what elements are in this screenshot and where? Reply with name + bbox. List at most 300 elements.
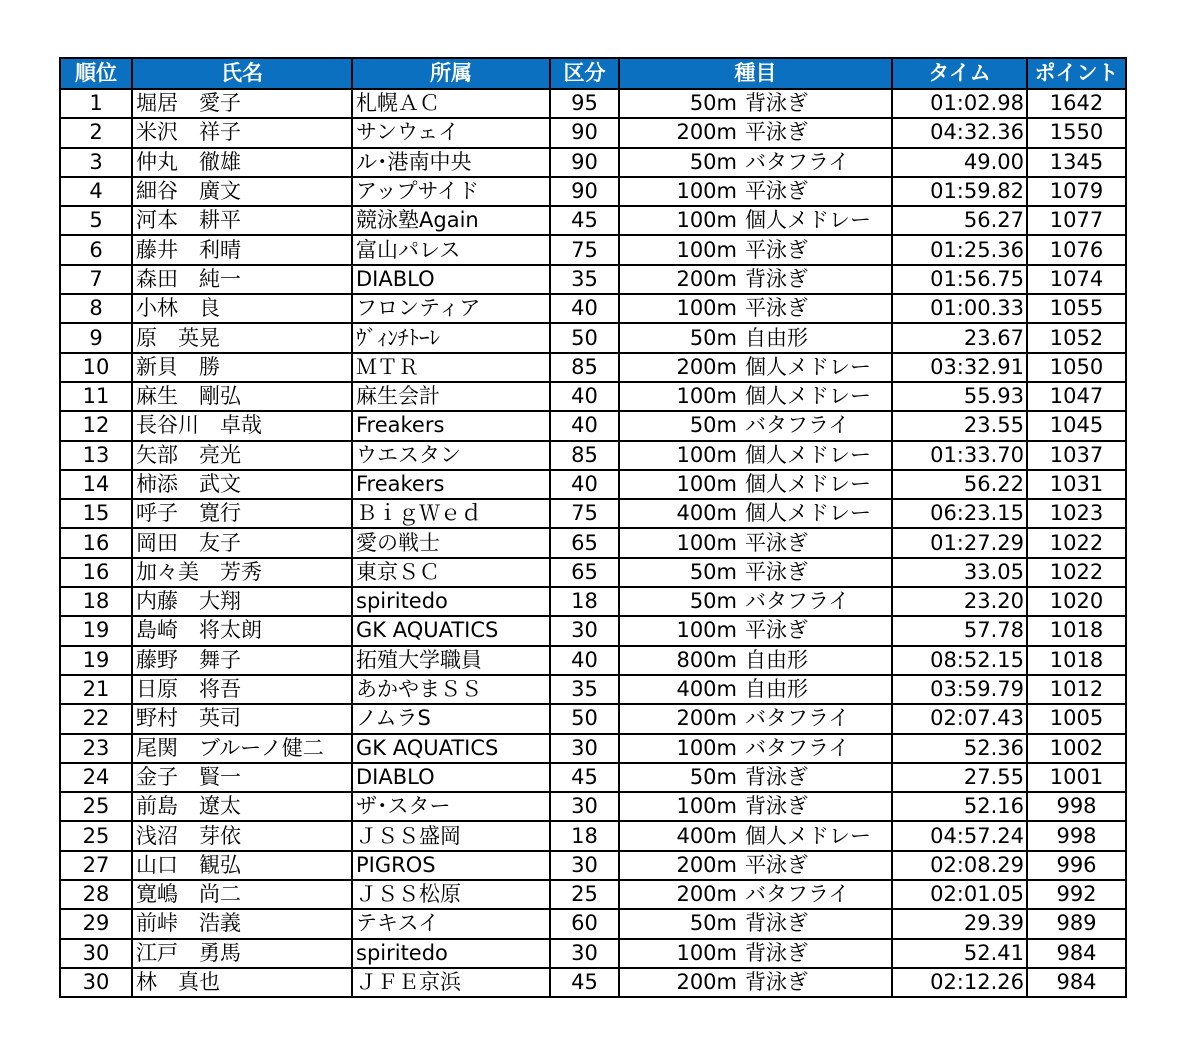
name-cell: 米沢 祥子 [132, 118, 352, 147]
team-cell: DIABLO [352, 763, 550, 792]
name-cell: 原 英晃 [132, 323, 352, 352]
event-stroke: 背泳ぎ [745, 266, 808, 291]
header-event: 種目 [619, 58, 892, 89]
event-cell [619, 968, 892, 997]
team-cell: あかやまＳＳ [352, 675, 550, 704]
table-row [60, 734, 1126, 763]
rank-cell: 30 [60, 968, 132, 997]
event-cell [619, 763, 892, 792]
event-cell [619, 646, 892, 675]
points-cell: 1005 [1027, 704, 1126, 733]
table-row [60, 763, 1126, 792]
event-distance: 50m [689, 559, 737, 584]
event-cell [619, 821, 892, 850]
points-cell: 1079 [1027, 177, 1126, 206]
category-cell: 25 [550, 880, 619, 909]
table-row [60, 528, 1126, 557]
event-cell [619, 89, 892, 118]
category-cell: 85 [550, 441, 619, 470]
points-cell: 1018 [1027, 616, 1126, 645]
table-row [60, 411, 1126, 440]
time-cell: 02:12.26 [892, 968, 1027, 997]
rank-cell: 21 [60, 675, 132, 704]
event-distance: 200m [676, 970, 737, 995]
event-cell [619, 909, 892, 938]
event-stroke: 自由形 [745, 677, 808, 702]
event-stroke: バタフライ [745, 589, 850, 614]
event-cell [619, 470, 892, 499]
event-distance: 200m [676, 882, 737, 907]
rank-cell: 18 [60, 587, 132, 616]
time-cell: 04:32.36 [892, 118, 1027, 147]
team-cell: ノムラS [352, 704, 550, 733]
name-cell: 前島 遼太 [132, 792, 352, 821]
category-cell: 40 [550, 470, 619, 499]
points-cell: 992 [1027, 880, 1126, 909]
name-cell: 江戸 勇馬 [132, 939, 352, 968]
category-cell: 60 [550, 909, 619, 938]
event-stroke: 個人メドレー [745, 354, 871, 379]
rank-cell: 19 [60, 646, 132, 675]
points-cell: 989 [1027, 909, 1126, 938]
category-cell: 30 [550, 792, 619, 821]
event-stroke: 自由形 [745, 325, 808, 350]
name-cell: 麻生 剛弘 [132, 382, 352, 411]
time-cell: 01:27.29 [892, 528, 1027, 557]
event-stroke: 背泳ぎ [745, 764, 808, 789]
event-distance: 100m [676, 179, 737, 204]
table-row [60, 851, 1126, 880]
event-cell [619, 411, 892, 440]
rank-cell: 30 [60, 939, 132, 968]
event-cell [619, 675, 892, 704]
event-distance: 100m [676, 618, 737, 643]
team-cell: 拓殖大学職員 [352, 646, 550, 675]
category-cell: 45 [550, 206, 619, 235]
time-cell: 29.39 [892, 909, 1027, 938]
header-points: ポイント [1027, 58, 1126, 89]
name-cell: 河本 耕平 [132, 206, 352, 235]
table-row [60, 382, 1126, 411]
name-cell: 新貝 勝 [132, 353, 352, 382]
event-stroke: 個人メドレー [745, 442, 871, 467]
table-row [60, 206, 1126, 235]
points-cell: 1550 [1027, 118, 1126, 147]
table-row [60, 148, 1126, 177]
time-cell: 27.55 [892, 763, 1027, 792]
rank-cell: 3 [60, 148, 132, 177]
team-cell: ＪＳＳ松原 [352, 880, 550, 909]
points-cell: 1023 [1027, 499, 1126, 528]
event-cell [619, 587, 892, 616]
event-distance: 100m [676, 237, 737, 262]
event-stroke: 背泳ぎ [745, 794, 808, 819]
category-cell: 30 [550, 851, 619, 880]
event-cell [619, 206, 892, 235]
name-cell: 野村 英司 [132, 704, 352, 733]
team-cell: アップサイド [352, 177, 550, 206]
rank-cell: 8 [60, 294, 132, 323]
name-cell: 呼子 寛行 [132, 499, 352, 528]
table-row [60, 616, 1126, 645]
event-stroke: 背泳ぎ [745, 970, 808, 995]
table-row [60, 675, 1126, 704]
name-cell: 柿添 武文 [132, 470, 352, 499]
event-distance: 400m [676, 677, 737, 702]
name-cell: 浅沼 芽依 [132, 821, 352, 850]
name-cell: 山口 観弘 [132, 851, 352, 880]
name-cell: 内藤 大翔 [132, 587, 352, 616]
event-stroke: 平泳ぎ [745, 559, 808, 584]
category-cell: 45 [550, 763, 619, 792]
event-cell [619, 294, 892, 323]
event-stroke: 平泳ぎ [745, 296, 808, 321]
time-cell: 52.16 [892, 792, 1027, 821]
rank-cell: 16 [60, 558, 132, 587]
name-cell: 前峠 浩義 [132, 909, 352, 938]
name-cell: 林 真也 [132, 968, 352, 997]
event-stroke: 自由形 [745, 647, 808, 672]
ranking-table [59, 57, 1127, 998]
header-time: タイム [892, 58, 1027, 89]
category-cell: 95 [550, 89, 619, 118]
team-cell: 麻生会計 [352, 382, 550, 411]
category-cell: 75 [550, 499, 619, 528]
time-cell: 56.27 [892, 206, 1027, 235]
event-cell [619, 148, 892, 177]
rank-cell: 24 [60, 763, 132, 792]
name-cell: 小林 良 [132, 294, 352, 323]
category-cell: 35 [550, 675, 619, 704]
points-cell: 1642 [1027, 89, 1126, 118]
event-distance: 50m [689, 91, 737, 116]
header-rank: 順位 [60, 58, 132, 89]
event-stroke: 個人メドレー [745, 208, 871, 233]
event-stroke: バタフライ [745, 149, 850, 174]
points-cell: 996 [1027, 851, 1126, 880]
team-cell: Freakers [352, 470, 550, 499]
event-distance: 50m [689, 325, 737, 350]
table-row [60, 821, 1126, 850]
event-distance: 100m [676, 735, 737, 760]
rank-cell: 11 [60, 382, 132, 411]
name-cell: 堀居 愛子 [132, 89, 352, 118]
category-cell: 90 [550, 118, 619, 147]
category-cell: 65 [550, 528, 619, 557]
time-cell: 23.67 [892, 323, 1027, 352]
team-cell: 愛の戦士 [352, 528, 550, 557]
points-cell: 1018 [1027, 646, 1126, 675]
points-cell: 1020 [1027, 587, 1126, 616]
table-row [60, 470, 1126, 499]
name-cell: 細谷 廣文 [132, 177, 352, 206]
name-cell: 寛嶋 尚二 [132, 880, 352, 909]
points-cell: 1345 [1027, 148, 1126, 177]
rank-cell: 5 [60, 206, 132, 235]
rank-cell: 23 [60, 734, 132, 763]
table-row [60, 353, 1126, 382]
event-cell [619, 616, 892, 645]
rank-cell: 15 [60, 499, 132, 528]
table-row [60, 646, 1126, 675]
event-cell [619, 528, 892, 557]
event-cell [619, 323, 892, 352]
category-cell: 75 [550, 235, 619, 264]
table-row [60, 909, 1126, 938]
points-cell: 1052 [1027, 323, 1126, 352]
table-row [60, 441, 1126, 470]
points-cell: 1022 [1027, 528, 1126, 557]
category-cell: 30 [550, 616, 619, 645]
event-distance: 100m [676, 530, 737, 555]
name-cell: 仲丸 徹雄 [132, 148, 352, 177]
event-stroke: バタフライ [745, 882, 850, 907]
rank-cell: 16 [60, 528, 132, 557]
time-cell: 01:00.33 [892, 294, 1027, 323]
rank-cell: 27 [60, 851, 132, 880]
time-cell: 03:59.79 [892, 675, 1027, 704]
category-cell: 18 [550, 587, 619, 616]
category-cell: 30 [550, 939, 619, 968]
event-distance: 100m [676, 794, 737, 819]
rank-cell: 2 [60, 118, 132, 147]
time-cell: 02:07.43 [892, 704, 1027, 733]
team-cell: GK AQUATICS [352, 734, 550, 763]
event-stroke: 平泳ぎ [745, 120, 808, 145]
name-cell: 藤野 舞子 [132, 646, 352, 675]
event-distance: 50m [689, 911, 737, 936]
team-cell: 札幌ＡＣ [352, 89, 550, 118]
team-cell: ＪＦＥ京浜 [352, 968, 550, 997]
table-row [60, 118, 1126, 147]
time-cell: 02:08.29 [892, 851, 1027, 880]
event-cell [619, 939, 892, 968]
event-distance: 50m [689, 413, 737, 438]
team-cell: ザ･スター [352, 792, 550, 821]
name-cell: 藤井 利晴 [132, 235, 352, 264]
table-row [60, 704, 1126, 733]
rank-cell: 6 [60, 235, 132, 264]
event-distance: 100m [676, 296, 737, 321]
points-cell: 1037 [1027, 441, 1126, 470]
category-cell: 50 [550, 704, 619, 733]
header-name: 氏名 [132, 58, 352, 89]
table-row [60, 968, 1126, 997]
time-cell: 52.41 [892, 939, 1027, 968]
team-cell: DIABLO [352, 265, 550, 294]
time-cell: 02:01.05 [892, 880, 1027, 909]
name-cell: 金子 賢一 [132, 763, 352, 792]
event-distance: 200m [676, 266, 737, 291]
rank-cell: 13 [60, 441, 132, 470]
event-cell [619, 704, 892, 733]
time-cell: 01:59.82 [892, 177, 1027, 206]
category-cell: 90 [550, 148, 619, 177]
points-cell: 1055 [1027, 294, 1126, 323]
event-distance: 50m [689, 589, 737, 614]
team-cell: 競泳塾Again [352, 206, 550, 235]
name-cell: 尾関 ブルーノ健二 [132, 734, 352, 763]
category-cell: 40 [550, 294, 619, 323]
time-cell: 57.78 [892, 616, 1027, 645]
event-distance: 100m [676, 384, 737, 409]
event-distance: 100m [676, 472, 737, 496]
team-cell: 東京ＳＣ [352, 558, 550, 587]
table-row [60, 939, 1126, 968]
event-cell [619, 851, 892, 880]
event-distance: 400m [676, 501, 737, 526]
event-distance: 800m [676, 647, 737, 672]
team-cell: ル･港南中央 [352, 148, 550, 177]
event-stroke: 個人メドレー [745, 501, 871, 526]
time-cell: 01:56.75 [892, 265, 1027, 294]
event-distance: 100m [676, 940, 737, 965]
points-cell: 1050 [1027, 353, 1126, 382]
time-cell: 23.55 [892, 411, 1027, 440]
category-cell: 45 [550, 968, 619, 997]
table-row [60, 177, 1126, 206]
rank-cell: 25 [60, 792, 132, 821]
rank-cell: 22 [60, 704, 132, 733]
points-cell: 1045 [1027, 411, 1126, 440]
category-cell: 85 [550, 353, 619, 382]
event-distance: 200m [676, 354, 737, 379]
event-cell [619, 734, 892, 763]
name-cell: 加々美 芳秀 [132, 558, 352, 587]
time-cell: 01:02.98 [892, 89, 1027, 118]
points-cell: 1074 [1027, 265, 1126, 294]
time-cell: 04:57.24 [892, 821, 1027, 850]
time-cell: 01:33.70 [892, 441, 1027, 470]
rank-cell: 4 [60, 177, 132, 206]
rank-cell: 28 [60, 880, 132, 909]
rank-cell: 12 [60, 411, 132, 440]
rank-cell: 10 [60, 353, 132, 382]
rank-cell: 14 [60, 470, 132, 499]
time-cell: 49.00 [892, 148, 1027, 177]
points-cell: 1002 [1027, 734, 1126, 763]
time-cell: 01:25.36 [892, 235, 1027, 264]
header-row [60, 58, 1126, 89]
event-distance: 400m [676, 823, 737, 848]
event-stroke: バタフライ [745, 735, 850, 760]
table-row [60, 235, 1126, 264]
event-stroke: 背泳ぎ [745, 940, 808, 965]
time-cell: 06:23.15 [892, 499, 1027, 528]
event-cell [619, 353, 892, 382]
event-stroke: 平泳ぎ [745, 237, 808, 262]
name-cell: 日原 将吾 [132, 675, 352, 704]
table-row [60, 587, 1126, 616]
category-cell: 40 [550, 646, 619, 675]
team-cell: PIGROS [352, 851, 550, 880]
rank-cell: 1 [60, 89, 132, 118]
team-cell: テキスイ [352, 909, 550, 938]
points-cell: 998 [1027, 792, 1126, 821]
event-distance: 50m [689, 149, 737, 174]
points-cell: 984 [1027, 939, 1126, 968]
event-stroke: 背泳ぎ [745, 911, 808, 936]
points-cell: 1077 [1027, 206, 1126, 235]
team-cell: ＢｉｇＷｅｄ [352, 499, 550, 528]
rank-cell: 25 [60, 821, 132, 850]
header-category: 区分 [550, 58, 619, 89]
rank-cell: 7 [60, 265, 132, 294]
name-cell: 岡田 友子 [132, 528, 352, 557]
event-cell [619, 235, 892, 264]
name-cell: 矢部 亮光 [132, 441, 352, 470]
ranking-table-container [59, 57, 1127, 998]
event-stroke: 個人メドレー [745, 823, 871, 848]
event-stroke: 平泳ぎ [745, 179, 808, 204]
event-stroke: 平泳ぎ [745, 618, 808, 643]
event-cell [619, 792, 892, 821]
category-cell: 40 [550, 382, 619, 411]
team-cell: ｳﾞｨﾝﾁﾄｰﾚ [352, 323, 550, 352]
event-distance: 100m [676, 442, 737, 467]
event-stroke: バタフライ [745, 706, 850, 731]
table-row [60, 89, 1126, 118]
event-distance: 200m [676, 852, 737, 877]
event-cell [619, 265, 892, 294]
team-cell: ＭＴＲ [352, 353, 550, 382]
category-cell: 65 [550, 558, 619, 587]
team-cell: spiritedo [352, 587, 550, 616]
table-row [60, 558, 1126, 587]
time-cell: 23.20 [892, 587, 1027, 616]
name-cell: 森田 純一 [132, 265, 352, 294]
time-cell: 03:32.91 [892, 353, 1027, 382]
table-row [60, 265, 1126, 294]
team-cell: Freakers [352, 411, 550, 440]
event-cell [619, 880, 892, 909]
rank-cell: 19 [60, 616, 132, 645]
points-cell: 1001 [1027, 763, 1126, 792]
event-cell [619, 118, 892, 147]
event-stroke: 平泳ぎ [745, 530, 808, 555]
header-team: 所属 [352, 58, 550, 89]
category-cell: 40 [550, 411, 619, 440]
time-cell: 08:52.15 [892, 646, 1027, 675]
rank-cell: 9 [60, 323, 132, 352]
team-cell: 富山パレス [352, 235, 550, 264]
points-cell: 1012 [1027, 675, 1126, 704]
name-cell: 長谷川 卓哉 [132, 411, 352, 440]
event-stroke: バタフライ [745, 413, 850, 438]
table-row [60, 499, 1126, 528]
event-cell [619, 382, 892, 411]
event-cell [619, 499, 892, 528]
team-cell: ＪＳＳ盛岡 [352, 821, 550, 850]
time-cell: 55.93 [892, 382, 1027, 411]
category-cell: 18 [550, 821, 619, 850]
table-row [60, 880, 1126, 909]
event-distance: 50m [689, 764, 737, 789]
points-cell: 984 [1027, 968, 1126, 997]
points-cell: 998 [1027, 821, 1126, 850]
category-cell: 50 [550, 323, 619, 352]
category-cell: 90 [550, 177, 619, 206]
event-distance: 200m [676, 120, 737, 145]
team-cell: spiritedo [352, 939, 550, 968]
rank-cell: 29 [60, 909, 132, 938]
event-distance: 200m [676, 706, 737, 731]
table-row [60, 323, 1126, 352]
team-cell: ウエスタン [352, 441, 550, 470]
event-stroke: 平泳ぎ [745, 852, 808, 877]
team-cell: GK AQUATICS [352, 616, 550, 645]
points-cell: 1047 [1027, 382, 1126, 411]
